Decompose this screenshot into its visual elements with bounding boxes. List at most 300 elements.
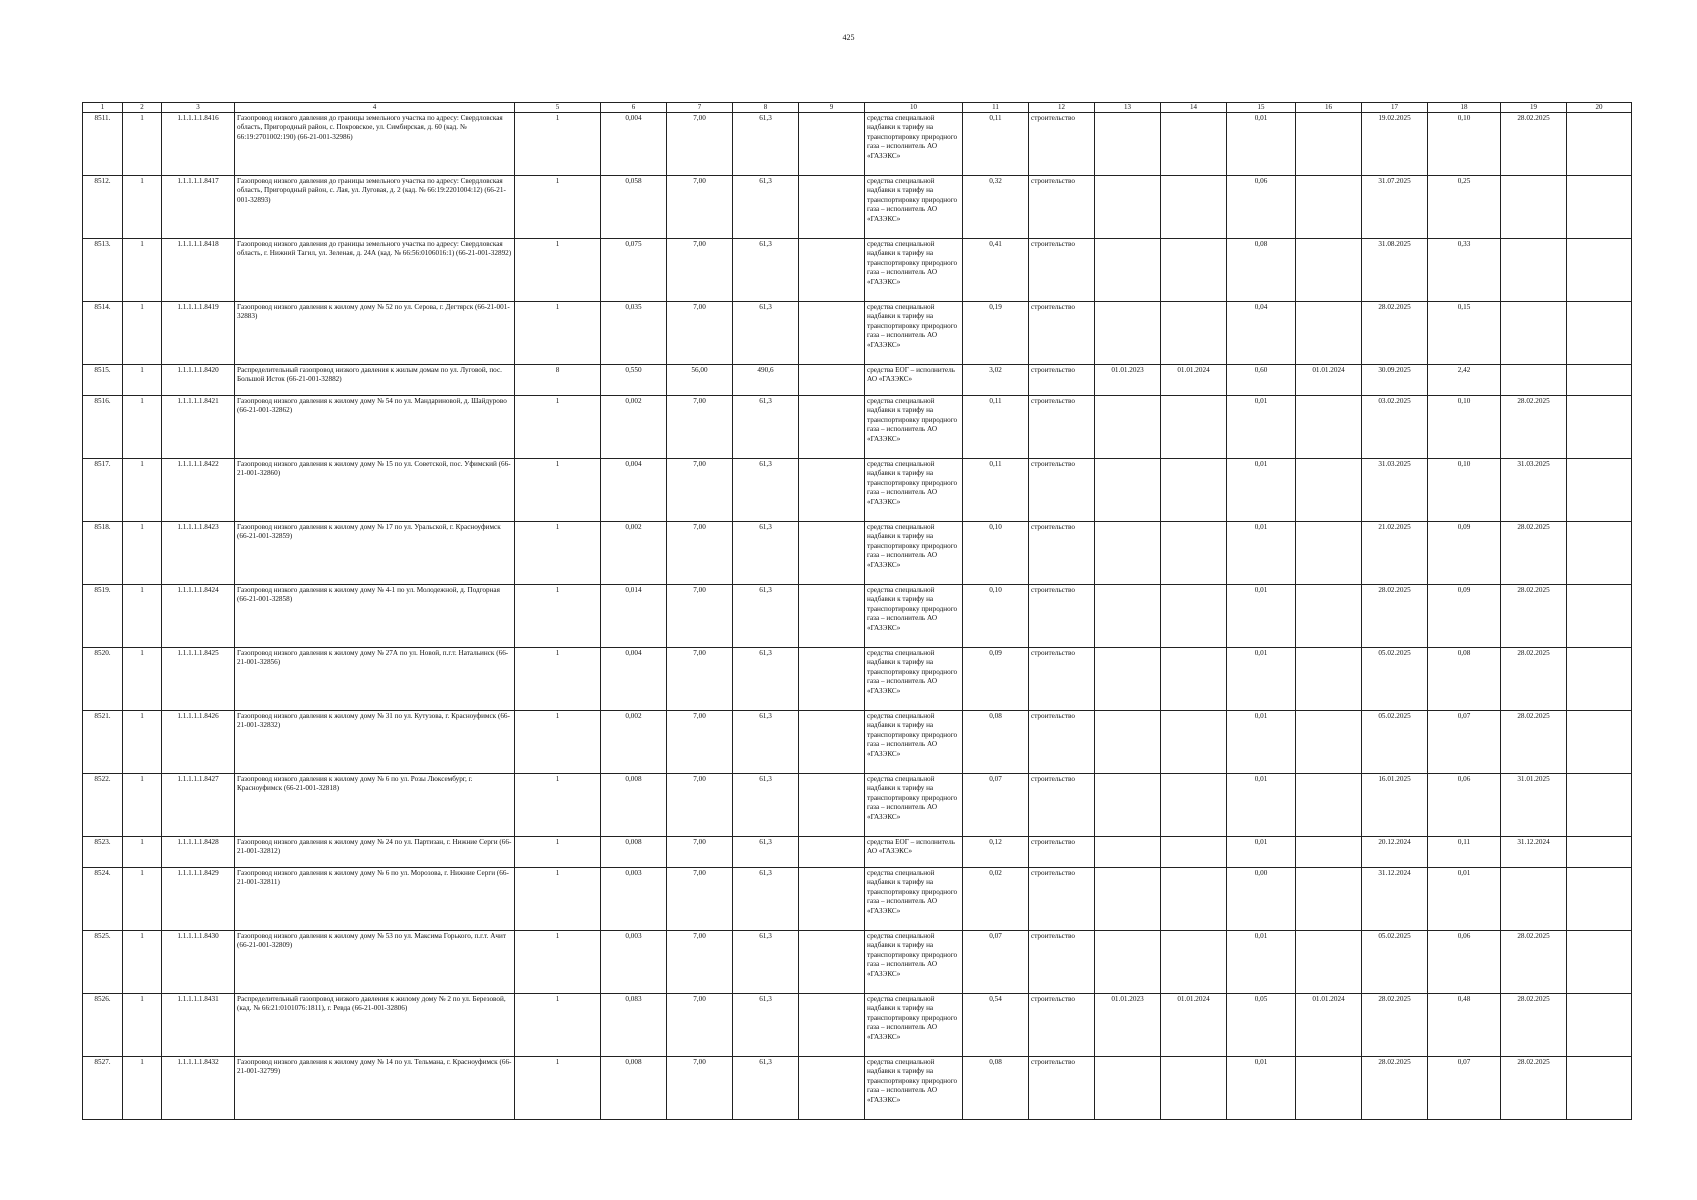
date-cell	[1296, 837, 1362, 868]
object-name-cell: Газопровод низкого давления к жилому дому № 54 по ул. Мандариновой, д. Шайдурово (66-21-001-32862)	[235, 396, 515, 459]
remaining-cell: 2,42	[1428, 365, 1501, 396]
remaining-cell: 0,01	[1428, 868, 1501, 931]
column-header: 9	[799, 103, 865, 113]
column-header: 13	[1095, 103, 1161, 113]
date-cell	[1296, 522, 1362, 585]
note-cell	[1567, 931, 1632, 994]
cost-cell: 3,02	[963, 365, 1029, 396]
remaining-cell: 0,10	[1428, 113, 1501, 176]
length-cell: 0,003	[601, 931, 667, 994]
work-type-cell: строительство	[1029, 365, 1095, 396]
quantity-cell: 1	[123, 113, 162, 176]
count-cell: 1	[515, 1057, 601, 1120]
commissioning-date-cell: 28.02.2025	[1501, 113, 1567, 176]
row-number-cell: 8515.	[83, 365, 123, 396]
date-cell	[1296, 868, 1362, 931]
start-date-cell	[1095, 239, 1161, 302]
object-name-cell: Газопровод низкого давления до границы земельного участка по адресу: Свердловская область, г. Нижний Тагил, ул. Зеленая, д. 24А (кад. № 66:56:0106016:1) (66-21-001-32892)	[235, 239, 515, 302]
row-number-cell: 8512.	[83, 176, 123, 239]
amount-cell: 61,3	[733, 774, 799, 837]
column-header: 6	[601, 103, 667, 113]
work-type-cell: строительство	[1029, 994, 1095, 1057]
share-cell: 0,00	[1227, 868, 1296, 931]
code-cell: 1.1.1.1.1.8428	[162, 837, 235, 868]
work-type-cell: строительство	[1029, 522, 1095, 585]
remaining-cell: 0,10	[1428, 396, 1501, 459]
column-header: 14	[1161, 103, 1227, 113]
column-header: 4	[235, 103, 515, 113]
start-date-cell	[1095, 522, 1161, 585]
cost-cell: 0,11	[963, 396, 1029, 459]
object-name-cell: Газопровод низкого давления к жилому дому № 24 по ул. Партизан, г. Нижние Серги (66-21-001-32812)	[235, 837, 515, 868]
remaining-cell: 0,06	[1428, 931, 1501, 994]
funding-source-cell: средства специальной надбавки к тарифу на транспортировку природного газа – исполнитель АО «ГАЗЭКС»	[865, 931, 963, 994]
note-cell	[1567, 239, 1632, 302]
empty-cell	[799, 1057, 865, 1120]
amount-cell: 61,3	[733, 522, 799, 585]
remaining-cell: 0,07	[1428, 711, 1501, 774]
end-date-cell	[1161, 931, 1227, 994]
remaining-cell: 0,09	[1428, 522, 1501, 585]
start-date-cell	[1095, 302, 1161, 365]
code-cell: 1.1.1.1.1.8418	[162, 239, 235, 302]
table-row	[83, 459, 1632, 522]
length-cell: 0,058	[601, 176, 667, 239]
funding-source-cell: средства специальной надбавки к тарифу на транспортировку природного газа – исполнитель АО «ГАЗЭКС»	[865, 585, 963, 648]
empty-cell	[799, 585, 865, 648]
cost-cell: 0,08	[963, 1057, 1029, 1120]
share-cell: 0,05	[1227, 994, 1296, 1057]
count-cell: 1	[515, 994, 601, 1057]
work-type-cell: строительство	[1029, 837, 1095, 868]
end-date-cell: 01.01.2024	[1161, 994, 1227, 1057]
remaining-cell: 0,33	[1428, 239, 1501, 302]
funding-source-cell: средства специальной надбавки к тарифу на транспортировку природного газа – исполнитель АО «ГАЗЭКС»	[865, 1057, 963, 1120]
length-cell: 0,008	[601, 774, 667, 837]
object-name-cell: Распределительный газопровод низкого давления к жилому дому № 2 по ул. Березовой, (кад. № 66:21:0101076:1811), г. Ревда (66-21-001-32806)	[235, 994, 515, 1057]
date-cell	[1296, 774, 1362, 837]
commissioning-date-cell	[1501, 239, 1567, 302]
completion-date-cell: 31.07.2025	[1362, 176, 1428, 239]
cost-cell: 0,02	[963, 868, 1029, 931]
amount-cell: 61,3	[733, 396, 799, 459]
column-header: 3	[162, 103, 235, 113]
remaining-cell: 0,10	[1428, 459, 1501, 522]
column-header: 19	[1501, 103, 1567, 113]
object-name-cell: Газопровод низкого давления к жилому дому № 6 по ул. Розы Люксембург, г. Красноуфимск (66-21-001-32818)	[235, 774, 515, 837]
note-cell	[1567, 302, 1632, 365]
date-cell	[1296, 585, 1362, 648]
date-cell	[1296, 176, 1362, 239]
note-cell	[1567, 648, 1632, 711]
share-cell: 0,01	[1227, 711, 1296, 774]
quantity-cell: 1	[123, 522, 162, 585]
date-cell	[1296, 239, 1362, 302]
note-cell	[1567, 522, 1632, 585]
work-type-cell: строительство	[1029, 585, 1095, 648]
code-cell: 1.1.1.1.1.8424	[162, 585, 235, 648]
funding-source-cell: средства специальной надбавки к тарифу на транспортировку природного газа – исполнитель АО «ГАЗЭКС»	[865, 868, 963, 931]
start-date-cell	[1095, 113, 1161, 176]
code-cell: 1.1.1.1.1.8429	[162, 868, 235, 931]
empty-cell	[799, 113, 865, 176]
cost-cell: 0,08	[963, 711, 1029, 774]
end-date-cell	[1161, 1057, 1227, 1120]
amount-cell: 61,3	[733, 1057, 799, 1120]
cost-cell: 0,32	[963, 176, 1029, 239]
column-header: 11	[963, 103, 1029, 113]
count-cell: 1	[515, 931, 601, 994]
length-cell: 0,035	[601, 302, 667, 365]
table-header	[83, 103, 1632, 113]
quantity-cell: 1	[123, 396, 162, 459]
count-cell: 8	[515, 365, 601, 396]
note-cell	[1567, 113, 1632, 176]
empty-cell	[799, 396, 865, 459]
work-type-cell: строительство	[1029, 176, 1095, 239]
table-row	[83, 1057, 1632, 1120]
share-cell: 0,01	[1227, 1057, 1296, 1120]
row-number-cell: 8523.	[83, 837, 123, 868]
quantity-cell: 1	[123, 868, 162, 931]
value-cell: 7,00	[667, 176, 733, 239]
funding-source-cell: средства специальной надбавки к тарифу на транспортировку природного газа – исполнитель АО «ГАЗЭКС»	[865, 648, 963, 711]
count-cell: 1	[515, 585, 601, 648]
length-cell: 0,008	[601, 837, 667, 868]
end-date-cell	[1161, 176, 1227, 239]
work-type-cell: строительство	[1029, 648, 1095, 711]
work-type-cell: строительство	[1029, 711, 1095, 774]
quantity-cell: 1	[123, 176, 162, 239]
end-date-cell	[1161, 837, 1227, 868]
completion-date-cell: 28.02.2025	[1362, 302, 1428, 365]
empty-cell	[799, 994, 865, 1057]
note-cell	[1567, 711, 1632, 774]
commissioning-date-cell: 28.02.2025	[1501, 585, 1567, 648]
length-cell: 0,004	[601, 459, 667, 522]
commissioning-date-cell: 28.02.2025	[1501, 648, 1567, 711]
completion-date-cell: 21.02.2025	[1362, 522, 1428, 585]
work-type-cell: строительство	[1029, 459, 1095, 522]
date-cell: 01.01.2024	[1296, 994, 1362, 1057]
object-name-cell: Газопровод низкого давления к жилому дому № 15 по ул. Советской, пос. Уфимский (66-21-001-32860)	[235, 459, 515, 522]
row-number-cell: 8519.	[83, 585, 123, 648]
length-cell: 0,004	[601, 648, 667, 711]
start-date-cell	[1095, 711, 1161, 774]
work-type-cell: строительство	[1029, 302, 1095, 365]
funding-source-cell: средства специальной надбавки к тарифу на транспортировку природного газа – исполнитель АО «ГАЗЭКС»	[865, 459, 963, 522]
cost-cell: 0,07	[963, 774, 1029, 837]
amount-cell: 61,3	[733, 113, 799, 176]
table-row	[83, 585, 1632, 648]
row-number-cell: 8511.	[83, 113, 123, 176]
date-cell	[1296, 931, 1362, 994]
date-cell	[1296, 113, 1362, 176]
count-cell: 1	[515, 302, 601, 365]
count-cell: 1	[515, 837, 601, 868]
quantity-cell: 1	[123, 459, 162, 522]
note-cell	[1567, 459, 1632, 522]
remaining-cell: 0,06	[1428, 774, 1501, 837]
object-name-cell: Газопровод низкого давления к жилому дому № 27А по ул. Новой, п.г.т. Натальинск (66-21-001-32856)	[235, 648, 515, 711]
length-cell: 0,002	[601, 522, 667, 585]
length-cell: 0,014	[601, 585, 667, 648]
count-cell: 1	[515, 113, 601, 176]
remaining-cell: 0,07	[1428, 1057, 1501, 1120]
quantity-cell: 1	[123, 774, 162, 837]
code-cell: 1.1.1.1.1.8425	[162, 648, 235, 711]
start-date-cell: 01.01.2023	[1095, 994, 1161, 1057]
table-row	[83, 774, 1632, 837]
funding-source-cell: средства специальной надбавки к тарифу на транспортировку природного газа – исполнитель АО «ГАЗЭКС»	[865, 239, 963, 302]
start-date-cell	[1095, 396, 1161, 459]
empty-cell	[799, 365, 865, 396]
amount-cell: 490,6	[733, 365, 799, 396]
amount-cell: 61,3	[733, 459, 799, 522]
work-type-cell: строительство	[1029, 774, 1095, 837]
table-row	[83, 522, 1632, 585]
object-name-cell: Газопровод низкого давления до границы земельного участка по адресу: Свердловская область, Пригородный район, с. Покровское, ул. Симбирская, д. 60 (кад. № 66:19:2701002:190) (66-21-001-32986)	[235, 113, 515, 176]
work-type-cell: строительство	[1029, 239, 1095, 302]
table-row	[83, 365, 1632, 396]
value-cell: 7,00	[667, 239, 733, 302]
length-cell: 0,008	[601, 1057, 667, 1120]
commissioning-date-cell	[1501, 365, 1567, 396]
end-date-cell	[1161, 711, 1227, 774]
start-date-cell	[1095, 459, 1161, 522]
empty-cell	[799, 239, 865, 302]
end-date-cell	[1161, 239, 1227, 302]
funding-source-cell: средства специальной надбавки к тарифу на транспортировку природного газа – исполнитель АО «ГАЗЭКС»	[865, 522, 963, 585]
value-cell: 7,00	[667, 302, 733, 365]
row-number-cell: 8518.	[83, 522, 123, 585]
commissioning-date-cell: 28.02.2025	[1501, 396, 1567, 459]
commissioning-date-cell: 31.12.2024	[1501, 837, 1567, 868]
count-cell: 1	[515, 774, 601, 837]
share-cell: 0,01	[1227, 113, 1296, 176]
object-name-cell: Газопровод низкого давления к жилому дому № 14 по ул. Тельмана, г. Красноуфимск (66-21-001-32799)	[235, 1057, 515, 1120]
commissioning-date-cell: 28.02.2025	[1501, 1057, 1567, 1120]
value-cell: 7,00	[667, 1057, 733, 1120]
length-cell: 0,083	[601, 994, 667, 1057]
column-header: 1	[83, 103, 123, 113]
cost-cell: 0,54	[963, 994, 1029, 1057]
commissioning-date-cell: 31.03.2025	[1501, 459, 1567, 522]
quantity-cell: 1	[123, 585, 162, 648]
amount-cell: 61,3	[733, 302, 799, 365]
commissioning-date-cell: 28.02.2025	[1501, 994, 1567, 1057]
share-cell: 0,04	[1227, 302, 1296, 365]
date-cell	[1296, 648, 1362, 711]
column-header: 20	[1567, 103, 1632, 113]
share-cell: 0,01	[1227, 585, 1296, 648]
count-cell: 1	[515, 648, 601, 711]
length-cell: 0,003	[601, 868, 667, 931]
empty-cell	[799, 868, 865, 931]
share-cell: 0,01	[1227, 522, 1296, 585]
work-type-cell: строительство	[1029, 931, 1095, 994]
remaining-cell: 0,09	[1428, 585, 1501, 648]
table-row	[83, 994, 1632, 1057]
note-cell	[1567, 774, 1632, 837]
count-cell: 1	[515, 522, 601, 585]
completion-date-cell: 16.01.2025	[1362, 774, 1428, 837]
note-cell	[1567, 868, 1632, 931]
amount-cell: 61,3	[733, 585, 799, 648]
row-number-cell: 8517.	[83, 459, 123, 522]
column-header: 10	[865, 103, 963, 113]
column-header: 18	[1428, 103, 1501, 113]
amount-cell: 61,3	[733, 931, 799, 994]
completion-date-cell: 05.02.2025	[1362, 931, 1428, 994]
end-date-cell	[1161, 868, 1227, 931]
end-date-cell	[1161, 113, 1227, 176]
value-cell: 7,00	[667, 868, 733, 931]
empty-cell	[799, 302, 865, 365]
column-header: 17	[1362, 103, 1428, 113]
code-cell: 1.1.1.1.1.8426	[162, 711, 235, 774]
end-date-cell	[1161, 648, 1227, 711]
remaining-cell: 0,48	[1428, 994, 1501, 1057]
funding-source-cell: средства специальной надбавки к тарифу на транспортировку природного газа – исполнитель АО «ГАЗЭКС»	[865, 711, 963, 774]
table-row	[83, 648, 1632, 711]
object-name-cell: Распределительный газопровод низкого давления к жилым домам по ул. Луговой, пос. Большой Исток (66-21-001-32882)	[235, 365, 515, 396]
remaining-cell: 0,08	[1428, 648, 1501, 711]
table-row	[83, 176, 1632, 239]
completion-date-cell: 03.02.2025	[1362, 396, 1428, 459]
commissioning-date-cell: 28.02.2025	[1501, 522, 1567, 585]
amount-cell: 61,3	[733, 837, 799, 868]
count-cell: 1	[515, 711, 601, 774]
share-cell: 0,01	[1227, 648, 1296, 711]
value-cell: 7,00	[667, 522, 733, 585]
share-cell: 0,60	[1227, 365, 1296, 396]
quantity-cell: 1	[123, 302, 162, 365]
quantity-cell: 1	[123, 931, 162, 994]
value-cell: 7,00	[667, 837, 733, 868]
length-cell: 0,002	[601, 711, 667, 774]
value-cell: 7,00	[667, 396, 733, 459]
completion-date-cell: 30.09.2025	[1362, 365, 1428, 396]
quantity-cell: 1	[123, 1057, 162, 1120]
row-number-cell: 8520.	[83, 648, 123, 711]
note-cell	[1567, 837, 1632, 868]
share-cell: 0,01	[1227, 837, 1296, 868]
end-date-cell: 01.01.2024	[1161, 365, 1227, 396]
commissioning-date-cell	[1501, 176, 1567, 239]
quantity-cell: 1	[123, 239, 162, 302]
cost-cell: 0,11	[963, 459, 1029, 522]
amount-cell: 61,3	[733, 648, 799, 711]
column-header: 8	[733, 103, 799, 113]
column-header: 5	[515, 103, 601, 113]
quantity-cell: 1	[123, 365, 162, 396]
header-row	[83, 103, 1632, 113]
cost-cell: 0,07	[963, 931, 1029, 994]
column-header: 15	[1227, 103, 1296, 113]
column-header: 7	[667, 103, 733, 113]
commissioning-date-cell: 28.02.2025	[1501, 711, 1567, 774]
value-cell: 7,00	[667, 585, 733, 648]
object-name-cell: Газопровод низкого давления к жилому дому № 17 по ул. Уральской, г. Красноуфимск (66-21-001-32859)	[235, 522, 515, 585]
value-cell: 7,00	[667, 648, 733, 711]
table-row	[83, 837, 1632, 868]
commissioning-date-cell: 28.02.2025	[1501, 931, 1567, 994]
object-name-cell: Газопровод низкого давления к жилому дому № 6 по ул. Морозова, г. Нижние Серги (66-21-001-32811)	[235, 868, 515, 931]
share-cell: 0,01	[1227, 459, 1296, 522]
row-number-cell: 8513.	[83, 239, 123, 302]
code-cell: 1.1.1.1.1.8430	[162, 931, 235, 994]
end-date-cell	[1161, 459, 1227, 522]
object-name-cell: Газопровод низкого давления до границы земельного участка по адресу: Свердловская область, Пригородный район, с. Лая, ул. Луговая, д. 2 (кад. № 66:19:2201004:12) (66-21-001-32893)	[235, 176, 515, 239]
completion-date-cell: 31.03.2025	[1362, 459, 1428, 522]
cost-cell: 0,11	[963, 113, 1029, 176]
code-cell: 1.1.1.1.1.8432	[162, 1057, 235, 1120]
date-cell	[1296, 396, 1362, 459]
value-cell: 56,00	[667, 365, 733, 396]
note-cell	[1567, 176, 1632, 239]
count-cell: 1	[515, 868, 601, 931]
note-cell	[1567, 994, 1632, 1057]
row-number-cell: 8524.	[83, 868, 123, 931]
cost-cell: 0,41	[963, 239, 1029, 302]
start-date-cell	[1095, 176, 1161, 239]
funding-source-cell: средства специальной надбавки к тарифу на транспортировку природного газа – исполнитель АО «ГАЗЭКС»	[865, 302, 963, 365]
work-type-cell: строительство	[1029, 396, 1095, 459]
completion-date-cell: 05.02.2025	[1362, 648, 1428, 711]
completion-date-cell: 28.02.2025	[1362, 994, 1428, 1057]
note-cell	[1567, 365, 1632, 396]
table-row	[83, 868, 1632, 931]
count-cell: 1	[515, 396, 601, 459]
completion-date-cell: 31.12.2024	[1362, 868, 1428, 931]
column-header: 16	[1296, 103, 1362, 113]
empty-cell	[799, 931, 865, 994]
remaining-cell: 0,11	[1428, 837, 1501, 868]
value-cell: 7,00	[667, 113, 733, 176]
date-cell: 01.01.2024	[1296, 365, 1362, 396]
funding-source-cell: средства специальной надбавки к тарифу на транспортировку природного газа – исполнитель АО «ГАЗЭКС»	[865, 113, 963, 176]
count-cell: 1	[515, 176, 601, 239]
start-date-cell	[1095, 1057, 1161, 1120]
count-cell: 1	[515, 459, 601, 522]
date-cell	[1296, 302, 1362, 365]
start-date-cell	[1095, 585, 1161, 648]
completion-date-cell: 28.02.2025	[1362, 1057, 1428, 1120]
date-cell	[1296, 1057, 1362, 1120]
table-row	[83, 396, 1632, 459]
table-row	[83, 239, 1632, 302]
value-cell: 7,00	[667, 459, 733, 522]
date-cell	[1296, 711, 1362, 774]
cost-cell: 0,09	[963, 648, 1029, 711]
start-date-cell: 01.01.2023	[1095, 365, 1161, 396]
share-cell: 0,01	[1227, 931, 1296, 994]
amount-cell: 61,3	[733, 176, 799, 239]
empty-cell	[799, 711, 865, 774]
code-cell: 1.1.1.1.1.8417	[162, 176, 235, 239]
code-cell: 1.1.1.1.1.8416	[162, 113, 235, 176]
cost-cell: 0,10	[963, 585, 1029, 648]
code-cell: 1.1.1.1.1.8421	[162, 396, 235, 459]
share-cell: 0,01	[1227, 396, 1296, 459]
note-cell	[1567, 585, 1632, 648]
funding-source-cell: средства ЕОГ – исполнитель АО «ГАЗЭКС»	[865, 837, 963, 868]
value-cell: 7,00	[667, 774, 733, 837]
end-date-cell	[1161, 522, 1227, 585]
code-cell: 1.1.1.1.1.8431	[162, 994, 235, 1057]
row-number-cell: 8525.	[83, 931, 123, 994]
